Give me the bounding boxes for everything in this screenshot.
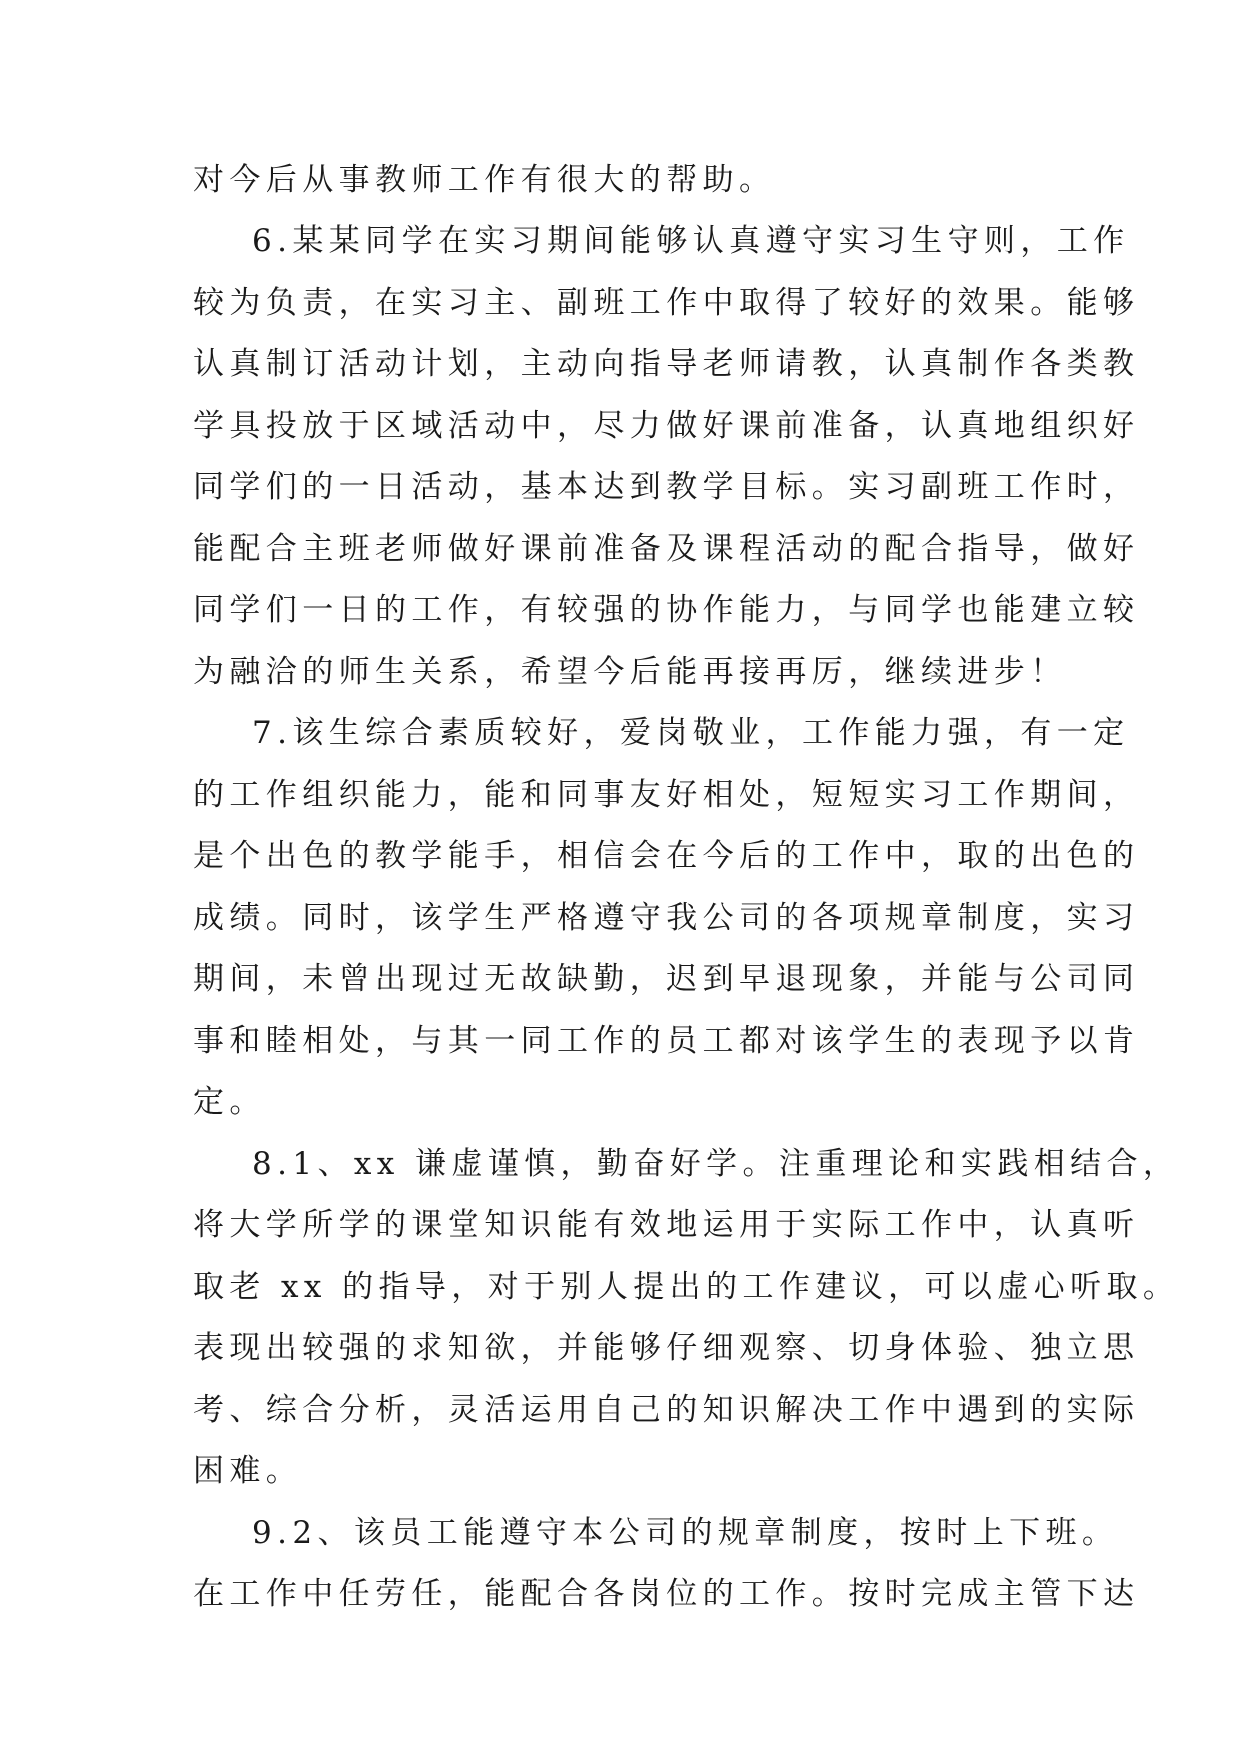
text-line: 取老 xx 的指导，对于别人提出的工作建议，可以虚心听取。 bbox=[193, 1269, 1180, 1305]
paragraph-9-start: 9.2、该员工能遵守本公司的规章制度，按时上下班。 bbox=[252, 1515, 1119, 1551]
text-line: 同学们的一日活动，基本达到教学目标。实习副班工作时， bbox=[193, 469, 1140, 505]
text-line: 在工作中任劳任，能配合各岗位的工作。按时完成主管下达 bbox=[193, 1576, 1140, 1612]
text-line: 是个出色的教学能手，相信会在今后的工作中，取的出色的 bbox=[193, 838, 1140, 874]
text-line: 认真制订活动计划，主动向指导老师请教，认真制作各类教 bbox=[193, 346, 1140, 382]
text-line: 将大学所学的课堂知识能有效地运用于实际工作中，认真听 bbox=[193, 1207, 1140, 1243]
text-line: 较为负责，在实习主、副班工作中取得了较好的效果。能够 bbox=[193, 285, 1140, 321]
text-line: 学具投放于区域活动中，尽力做好课前准备，认真地组织好 bbox=[193, 408, 1140, 444]
text-line: 表现出较强的求知欲，并能够仔细观察、切身体验、独立思 bbox=[193, 1330, 1140, 1366]
text-line: 成绩。同时，该学生严格遵守我公司的各项规章制度，实习 bbox=[193, 900, 1140, 936]
text-line: 定。 bbox=[193, 1084, 266, 1120]
paragraph-8-start: 8.1、xx 谦虚谨慎，勤奋好学。注重理论和实践相结合， bbox=[252, 1146, 1180, 1182]
text-line: 同学们一日的工作，有较强的协作能力，与同学也能建立较 bbox=[193, 592, 1140, 628]
text-line: 期间，未曾出现过无故缺勤，迟到早退现象，并能与公司同 bbox=[193, 961, 1140, 997]
paragraph-7-start: 7.该生综合素质较好，爱岗敬业，工作能力强，有一定 bbox=[252, 715, 1130, 751]
text-line: 为融洽的师生关系，希望今后能再接再厉，继续进步！ bbox=[193, 654, 1067, 690]
text-line: 事和睦相处，与其一同工作的员工都对该学生的表现予以肯 bbox=[193, 1023, 1140, 1059]
text-line: 考、综合分析，灵活运用自己的知识解决工作中遇到的实际 bbox=[193, 1392, 1140, 1428]
text-line: 的工作组织能力，能和同事友好相处，短短实习工作期间， bbox=[193, 777, 1140, 813]
text-line: 对今后从事教师工作有很大的帮助。 bbox=[193, 162, 776, 198]
text-line: 困难。 bbox=[193, 1453, 303, 1489]
paragraph-6-start: 6.某某同学在实习期间能够认真遵守实习生守则，工作 bbox=[252, 223, 1130, 259]
text-line: 能配合主班老师做好课前准备及课程活动的配合指导，做好 bbox=[193, 531, 1140, 567]
